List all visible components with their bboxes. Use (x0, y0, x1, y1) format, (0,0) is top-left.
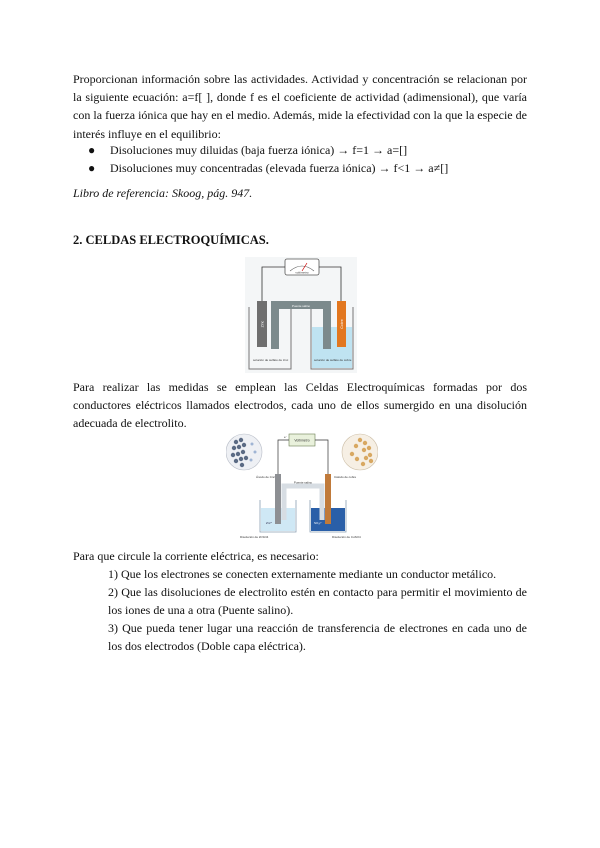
bullet-dot-icon: ● (88, 143, 96, 157)
copper-cathode (325, 474, 331, 524)
zinc-ion-label: Zn²⁺ (266, 521, 273, 525)
intro-paragraph: Proporcionan información sobre las actividades. Actividad y concentración se relacionan por la siguiente ecuación: a=f[ ], donde f es el coeficiente de actividad (adimensional), que varía con la fuerza iónica que hay en el medio. Además, mide la efectividad con la que la especie de interés influye en el equilibrio: (73, 72, 527, 141)
voltmeter-label: Voltímetro (294, 438, 310, 443)
galvanic-cell-figure (245, 257, 357, 373)
sulfate-ion-label: SO₄²⁻ (314, 521, 323, 525)
numbered-item: 3) Que pueda tener lugar una reacción de transferencia de electrones en cada uno de los dos electrodos (Doble capa eléctrica). (108, 621, 527, 654)
requirements-intro: Para que circule la corriente eléctrica, es necesario: (73, 549, 319, 563)
anode-label: Ánodo de zinc (256, 475, 276, 479)
daniell-cell-figure (226, 430, 378, 540)
left-solution-caption: Disolución de ZnSO4 (240, 535, 269, 539)
bullet-item (88, 141, 528, 159)
salt-bridge-label: Puente salino (291, 304, 311, 308)
zinc-anode (275, 474, 281, 524)
numbered-item: 2) Que las disoluciones de electrolito estén en contacto para permitir el movimiento de los iones de una a otra (Puente salino). (108, 585, 527, 618)
bullet-text: Disoluciones muy diluidas (baja fuerza iónica) → f=1 → a=[] (110, 143, 408, 157)
salt-bridge-label: Puente salino (293, 480, 313, 485)
reference-note: Libro de referencia: Skoog, pág. 947. (73, 186, 253, 200)
cathode-label: Cátodo de cobre (334, 475, 357, 479)
electrodes-paragraph: Para realizar las medidas se emplean las Celdas Electroquímicas formadas por dos conductores eléctricos llamados electrodos, cada uno de ellos sumergido en una disolución adecuada de electrolito. (73, 380, 527, 431)
zinc-electrode-label: Zinc (260, 320, 265, 328)
bullet-text: Disoluciones muy concentradas (elevada fuerza iónica) → f<1 → a≠[] (110, 161, 449, 175)
copper-electrode-label: Cobre (340, 319, 344, 329)
bullet-item (88, 159, 528, 177)
bullet-dot-icon: ● (88, 161, 96, 175)
section-title: 2. CELDAS ELECTROQUÍMICAS. (73, 233, 269, 247)
right-solution-caption: Disolución de CuSO4 (332, 535, 361, 539)
left-solution-label: solución de sulfato de zinc (253, 358, 289, 362)
numbered-item: 1) Que los electrones se conecten externamente mediante un conductor metálico. (108, 567, 497, 581)
right-solution-label: solución de sulfato de cobre (314, 358, 352, 362)
voltmeter-label: voltímetro (295, 270, 309, 275)
electron-label: e⁻ (284, 435, 288, 439)
